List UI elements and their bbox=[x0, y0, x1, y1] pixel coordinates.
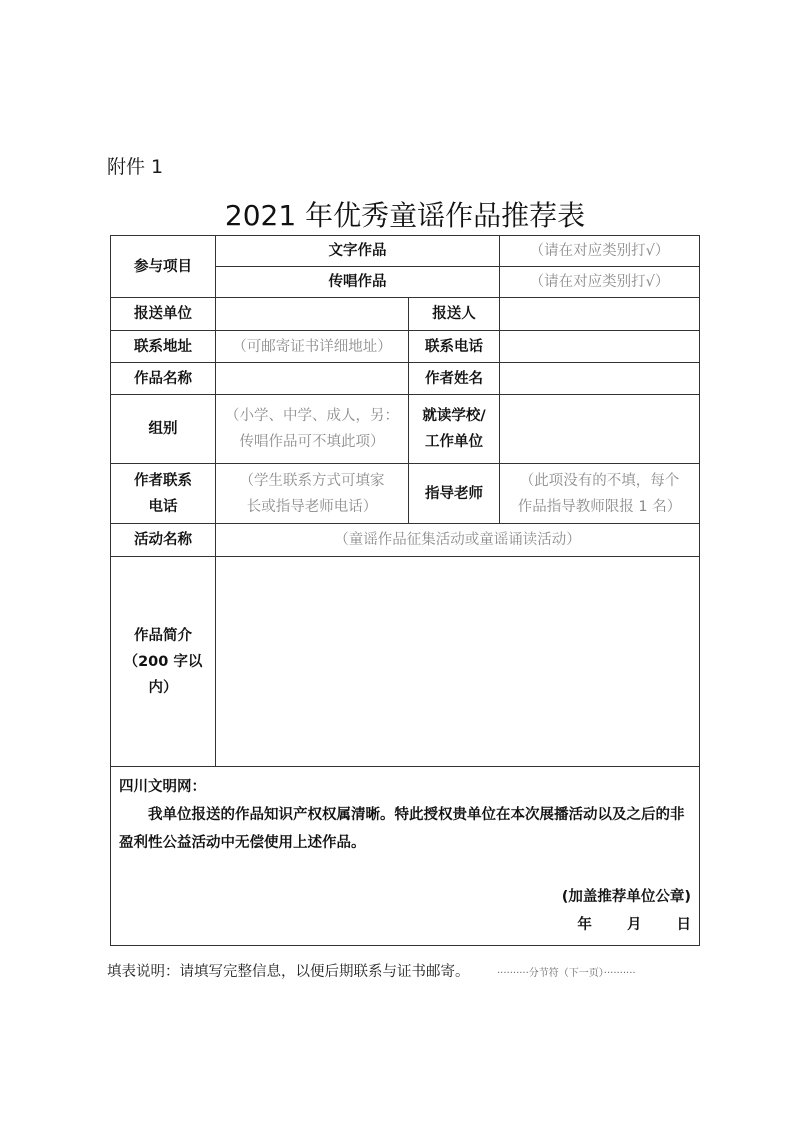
address-label: 联系地址 bbox=[111, 331, 216, 363]
form-title: 2021 年优秀童谣作品推荐表 bbox=[224, 199, 586, 232]
option-sung-work-check[interactable]: （请在对应类别打√） bbox=[500, 267, 700, 298]
section-break-marker: ··········分节符（下一页）·········· bbox=[497, 968, 636, 979]
submit-unit-field[interactable] bbox=[216, 298, 409, 331]
table-row bbox=[111, 557, 700, 767]
author-contact-label bbox=[111, 464, 216, 524]
intro-label-line2: （200 字以 bbox=[123, 653, 203, 670]
declaration-cell bbox=[111, 767, 700, 946]
table-row bbox=[111, 767, 700, 946]
work-name-field[interactable] bbox=[216, 363, 409, 395]
declaration-body: 我单位报送的作品知识产权权属清晰。特此授权贵单位在本次展播活动以及之后的非盈利性公益活动中无偿使用上述作品。 bbox=[119, 807, 685, 851]
group-hint-line2: 传唱作品可不填此项） bbox=[239, 434, 385, 450]
attachment-label: 附件 1 bbox=[107, 156, 164, 178]
intro-label bbox=[111, 557, 216, 767]
submit-unit-label: 报送单位 bbox=[111, 298, 216, 331]
address-field[interactable]: （可邮寄证书详细地址） bbox=[216, 331, 409, 363]
recommendation-form-table bbox=[110, 235, 700, 946]
author-contact-hint-line2: 长或指导老师电话） bbox=[246, 498, 378, 515]
instructor-hint-line2: 作品指导教师限报 1 名） bbox=[517, 498, 682, 515]
work-name-label: 作品名称 bbox=[111, 363, 216, 395]
intro-label-line1: 作品简介 bbox=[134, 627, 192, 644]
author-name-label: 作者姓名 bbox=[409, 363, 500, 395]
author-name-field[interactable] bbox=[500, 363, 700, 395]
date-year: 年 bbox=[577, 917, 592, 933]
school-unit-label-line2: 工作单位 bbox=[425, 434, 483, 450]
fill-instructions: 填表说明：请填写完整信息，以便后期联系与证书邮寄。 bbox=[107, 964, 470, 980]
submitter-field[interactable] bbox=[500, 298, 700, 331]
declaration-date bbox=[119, 911, 691, 939]
author-contact-field[interactable] bbox=[216, 464, 409, 524]
declaration-addressee: 四川文明网： bbox=[119, 779, 206, 795]
school-unit-label-line1: 就读学校/ bbox=[422, 408, 486, 424]
phone-label: 联系电话 bbox=[409, 331, 500, 363]
school-unit-label bbox=[409, 395, 500, 464]
instructor-label: 指导老师 bbox=[409, 464, 500, 524]
table-row bbox=[111, 331, 700, 363]
table-row bbox=[111, 395, 700, 464]
activity-field[interactable]: （童谣作品征集活动或童谣诵读活动） bbox=[216, 524, 700, 557]
table-row bbox=[111, 236, 700, 267]
submitter-label: 报送人 bbox=[409, 298, 500, 331]
group-label: 组别 bbox=[111, 395, 216, 464]
table-row bbox=[111, 524, 700, 557]
intro-field[interactable] bbox=[216, 557, 700, 767]
date-month: 月 bbox=[626, 917, 642, 933]
option-sung-work: 传唱作品 bbox=[216, 267, 500, 298]
participation-label: 参与项目 bbox=[111, 236, 216, 298]
date-day: 日 bbox=[676, 917, 691, 933]
author-contact-hint-line1: （学生联系方式可填家 bbox=[239, 472, 385, 489]
table-row bbox=[111, 464, 700, 524]
instructor-field[interactable] bbox=[500, 464, 700, 524]
author-contact-label-line2: 电话 bbox=[148, 498, 178, 515]
school-unit-field[interactable] bbox=[500, 395, 700, 464]
table-row bbox=[111, 298, 700, 331]
declaration-seal: (加盖推荐单位公章) bbox=[561, 889, 691, 905]
instructor-hint-line1: （此项没有的不填，每个 bbox=[519, 472, 680, 489]
phone-field[interactable] bbox=[500, 331, 700, 363]
table-row bbox=[111, 363, 700, 395]
intro-label-line3: 内） bbox=[148, 679, 178, 696]
option-text-work-check[interactable]: （请在对应类别打√） bbox=[500, 236, 700, 267]
option-text-work: 文字作品 bbox=[216, 236, 500, 267]
group-field[interactable] bbox=[216, 395, 409, 464]
author-contact-label-line1: 作者联系 bbox=[134, 472, 192, 489]
group-hint-line1: （小学、中学、成人，另： bbox=[225, 408, 399, 424]
activity-label: 活动名称 bbox=[111, 524, 216, 557]
